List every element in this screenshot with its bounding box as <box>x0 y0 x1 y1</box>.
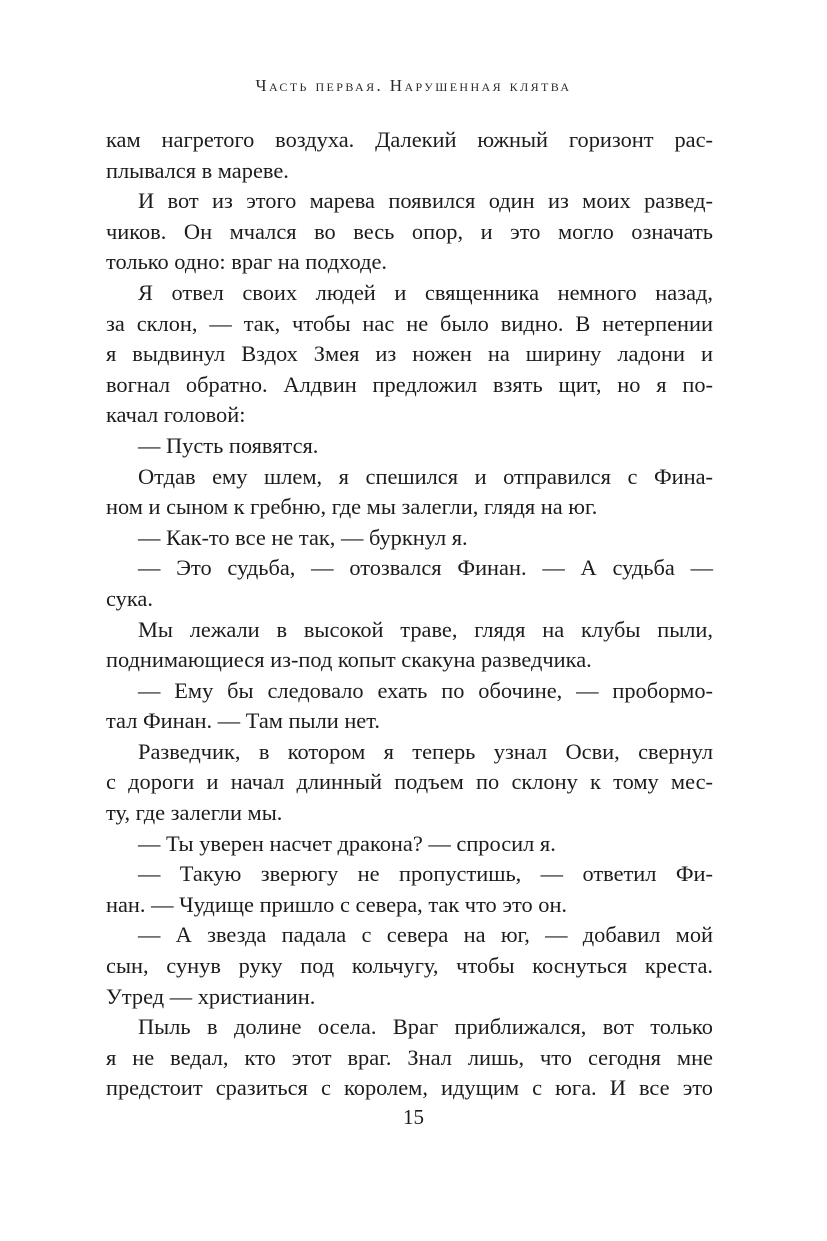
text-line: нан. — Чудище пришло с севера, так что это он. <box>106 891 568 917</box>
text-line: сын, сунув руку под кольчугу, чтобы коснуться креста. <box>106 953 713 979</box>
running-head: Часть первая. Нарушенная клятва <box>255 76 572 95</box>
text-line: с дороги и начал длинный подъем по склону к тому мес- <box>106 769 713 795</box>
text-line: качал головой: <box>106 402 246 428</box>
text-line: предстоит сразиться с королем, идущим с юга. И все это <box>106 1075 713 1101</box>
text-line: только одно: враг на подходе. <box>106 249 387 275</box>
text-line: Разведчик, в котором я теперь узнал Осви, свернул <box>138 738 713 764</box>
text-line: кам нагретого воздуха. Далекий южный горизонт рас- <box>106 127 713 152</box>
text-line: Пыль в долине осела. Враг приближался, вот только <box>138 1014 713 1040</box>
text-line: ном и сыном к гребню, где мы залегли, глядя на юг. <box>106 494 598 520</box>
text-line: поднимающиеся из-под копыт скакуна разведчика. <box>106 647 592 673</box>
text-line: плывался в мареве. <box>106 157 289 183</box>
text-line: Утред — христианин. <box>106 983 316 1009</box>
text-line: — Ты уверен насчет дракона? — спросил я. <box>138 830 556 856</box>
text-line: я выдвинул Вздох Змея из ножен на ширину ладони и <box>106 341 713 367</box>
text-line: Отдав ему шлем, я спешился и отправился с Фина- <box>138 463 713 489</box>
body-text <box>106 125 713 1104</box>
text-line: я не ведал, кто этот враг. Знал лишь, что сегодня мне <box>106 1044 713 1070</box>
text-line: тал Финан. — Там пыли нет. <box>106 708 380 734</box>
page-number: 15 <box>403 1105 424 1129</box>
text-line: — Пусть появятся. <box>138 432 319 458</box>
text-line: — Ему бы следовало ехать по обочине, — пробормо- <box>138 677 713 703</box>
text-line: чиков. Он мчался во весь опор, и это могло означать <box>106 218 713 244</box>
text-line: ту, где залегли мы. <box>106 800 283 826</box>
text-line: И вот из этого марева появился один из моих развед- <box>138 188 713 214</box>
text-line: Мы лежали в высокой траве, глядя на клубы пыли, <box>138 616 713 642</box>
text-line: — Такую зверюгу не пропустишь, — ответил Фи- <box>138 861 713 887</box>
text-line: — А звезда падала с севера на юг, — добавил мой <box>138 922 713 948</box>
text-line: сука. <box>106 585 153 611</box>
text-line: — Как-то все не так, — буркнул я. <box>138 524 468 550</box>
text-line: вогнал обратно. Алдвин предложил взять щит, но я по- <box>106 371 713 397</box>
text-line: за склон, — так, чтобы нас не было видно. В нетерпении <box>106 310 713 336</box>
text-line: Я отвел своих людей и священника немного назад, <box>138 279 713 305</box>
text-line: — Это судьба, — отозвался Финан. — А судьба — <box>138 555 713 581</box>
